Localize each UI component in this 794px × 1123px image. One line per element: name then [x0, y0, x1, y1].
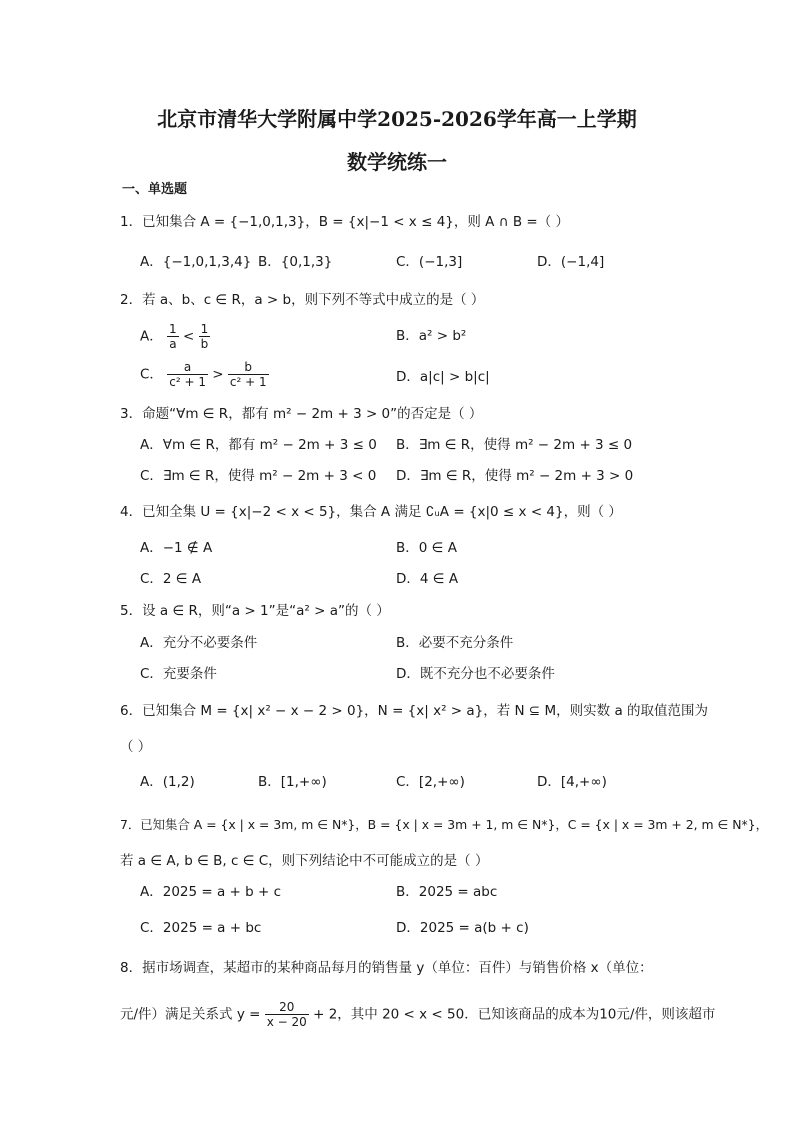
page-subtitle: 数学统练一 [347, 150, 447, 174]
question-1-option-c: C．(−1,3] [396, 254, 463, 270]
fraction-denominator: a [169, 337, 177, 351]
question-4-stem: 4．已知全集 U = {x|−2 < x < 5}，集合 A 满足 ∁ᵤA = {x|0 ≤ x < 4}，则（ ） [120, 504, 622, 520]
option-prefix: C． [140, 366, 163, 383]
option-prefix: A． [140, 328, 163, 345]
question-4-option-c: C．2 ∈ A [140, 571, 202, 587]
fraction-numerator: a [167, 360, 208, 375]
question-8-stem-continued [120, 1000, 715, 1029]
question-6-option-c: C．[2,+∞) [396, 774, 465, 790]
question-7-stem-continued: 若 a ∈ A, b ∈ B, c ∈ C，则下列结论中不可能成立的是（ ） [120, 853, 489, 869]
fraction-denominator: b [200, 337, 209, 351]
question-3-option-a: A．∀m ∈ R，都有 m² − 2m + 3 ≤ 0 [140, 437, 377, 453]
stem-text: 元/件）满足关系式 y = [120, 1006, 261, 1023]
question-7-option-d: D．2025 = a(b + c) [396, 920, 529, 936]
question-7-stem: 7．已知集合 A = {x | x = 3m, m ∈ N*}，B = {x | x = 3m + 1, m ∈ N*}，C = {x | x = 3m + 2, m ∈ N*}， [120, 817, 768, 832]
fraction-numerator: b [228, 360, 269, 375]
question-3-option-c: C．∃m ∈ R，使得 m² − 2m + 3 < 0 [140, 468, 377, 484]
question-2-option-a [140, 322, 210, 351]
question-1-option-a: A．{−1,0,1,3,4} [140, 254, 252, 270]
question-3-stem: 3．命题“∀m ∈ R，都有 m² − 2m + 3 > 0”的否定是（ ） [120, 406, 483, 422]
question-5-option-b: B．必要不充分条件 [396, 635, 514, 651]
question-4-option-b: B．0 ∈ A [396, 540, 457, 556]
question-6-stem: 6．已知集合 M = {x| x² − x − 2 > 0}，N = {x| x² > a}，若 N ⊆ M，则实数 a 的取值范围为 [120, 703, 709, 719]
question-5-stem: 5．设 a ∈ R，则“a > 1”是“a² > a”的（ ） [120, 603, 390, 619]
fraction-numerator: 1 [200, 322, 209, 336]
fraction-numerator: 1 [169, 322, 177, 336]
question-7-option-b: B．2025 = abc [396, 884, 498, 900]
question-2-stem: 2．若 a、b、c ∈ R，a > b，则下列不等式中成立的是（ ） [120, 292, 485, 308]
question-5-option-c: C．充要条件 [140, 666, 217, 682]
question-6-option-d: D．[4,+∞) [537, 774, 607, 790]
question-5-option-d: D．既不充分也不必要条件 [396, 666, 555, 682]
fraction [199, 322, 211, 351]
page-title: 北京市清华大学附属中学2025-2026学年高一上学期 [157, 107, 637, 131]
fraction [167, 360, 208, 389]
question-7-option-c: C．2025 = a + bc [140, 920, 262, 936]
fraction [228, 360, 269, 389]
relation-symbol: > [212, 366, 224, 383]
question-6-stem-continued: （ ） [120, 739, 152, 755]
fraction [167, 322, 179, 351]
question-6-option-a: A．(1,2) [140, 774, 195, 790]
question-8-stem: 8．据市场调查，某超市的某种商品每月的销售量 y（单位：百件）与销售价格 x（单位： [120, 960, 653, 976]
fraction [265, 1000, 309, 1029]
question-6-option-b: B．[1,+∞) [258, 774, 327, 790]
question-2-option-b: B．a² > b² [396, 328, 467, 344]
question-7-option-a: A．2025 = a + b + c [140, 884, 282, 900]
question-4-option-d: D．4 ∈ A [396, 571, 459, 587]
fraction-numerator: 20 [265, 1000, 309, 1015]
relation-symbol: < [182, 328, 195, 345]
fraction-denominator: c² + 1 [229, 375, 267, 389]
stem-text: + 2，其中 20 < x < 50．已知该商品的成本为10元/件，则该超市 [313, 1006, 716, 1023]
question-3-option-b: B．∃m ∈ R，使得 m² − 2m + 3 ≤ 0 [396, 437, 633, 453]
question-2-option-d: D．a|c| > b|c| [396, 369, 490, 385]
question-3-option-d: D．∃m ∈ R，使得 m² − 2m + 3 > 0 [396, 468, 634, 484]
question-2-option-c [140, 360, 269, 389]
question-5-option-a: A．充分不必要条件 [140, 635, 258, 651]
question-1-option-d: D．(−1,4] [537, 254, 605, 270]
section-heading: 一、单选题 [122, 182, 188, 197]
question-4-option-a: A．−1 ∉ A [140, 540, 213, 556]
fraction-denominator: x − 20 [266, 1015, 307, 1029]
fraction-denominator: c² + 1 [169, 375, 206, 389]
question-1-stem: 1．已知集合 A = {−1,0,1,3}，B = {x|−1 < x ≤ 4}，则 A ∩ B =（ ） [120, 214, 570, 230]
question-1-option-b: B．{0,1,3} [258, 254, 333, 270]
